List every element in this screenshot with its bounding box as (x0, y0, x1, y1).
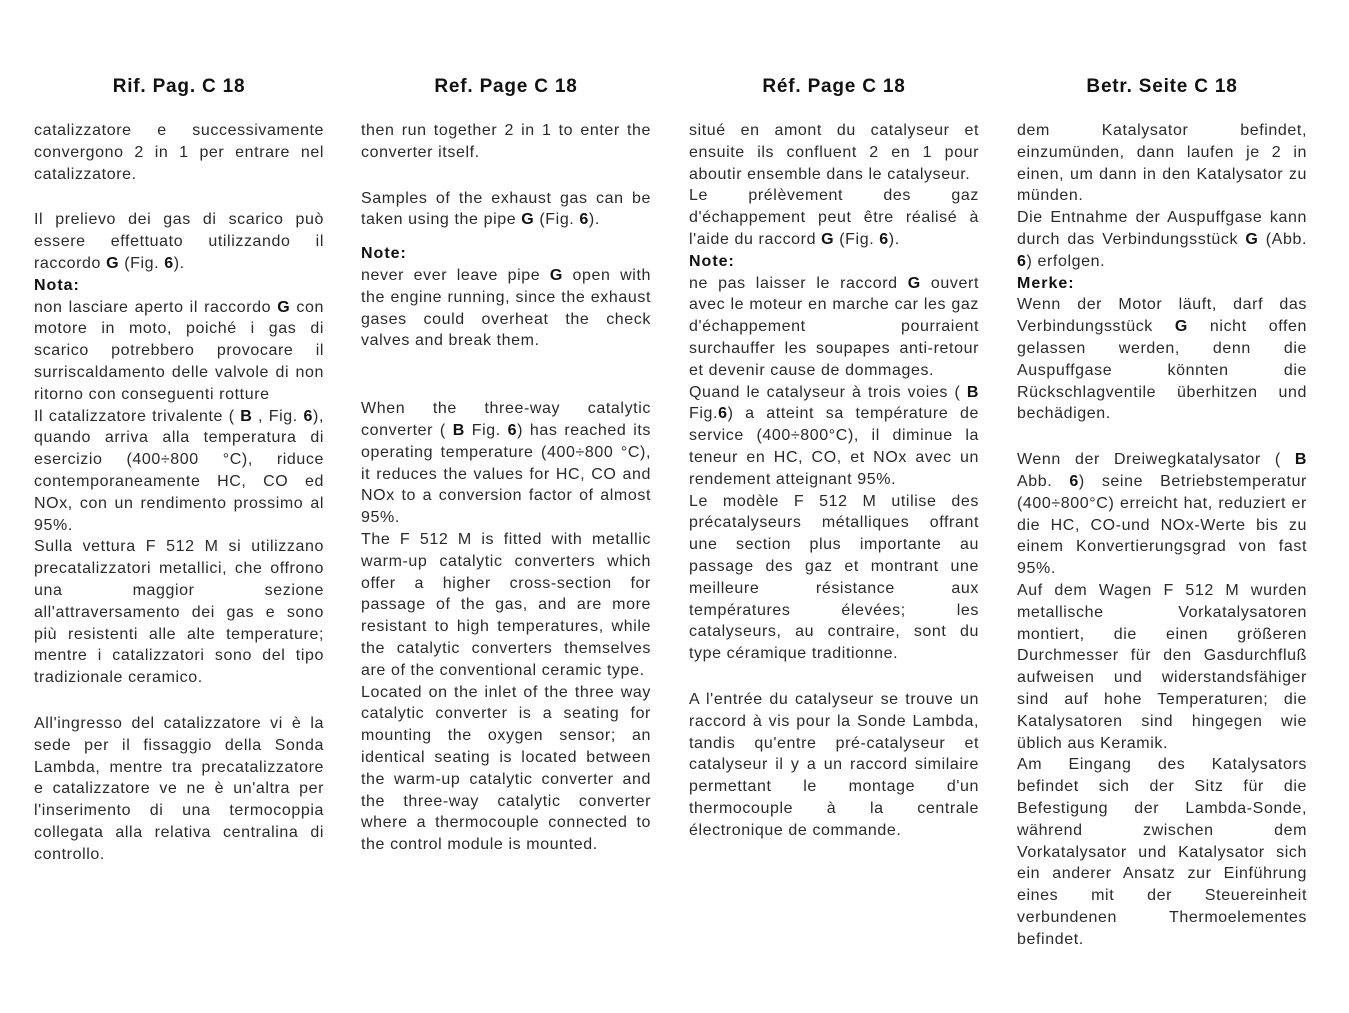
pipe-reference: G (521, 211, 535, 229)
column-body-french (689, 120, 979, 842)
paragraph (34, 406, 324, 537)
paragraph (34, 209, 324, 274)
paragraph-text: con motore in moto, poiché i gas di scarico potrebbero provocare il surriscaldamento delle valvole di non ritorno con conseguenti rotture (34, 298, 324, 403)
converter-reference: B (966, 383, 979, 401)
converter-reference: B (452, 421, 465, 439)
paragraph-text: Wenn der Motor läuft, darf das Verbindungsstück (1017, 296, 1307, 336)
paragraph-text: When the three-way catalytic converter ( (361, 400, 651, 439)
figure-reference: 6 (879, 230, 889, 248)
paragraph-text: (Abb. (1258, 230, 1307, 248)
paragraph (689, 185, 979, 250)
paragraph-text: situé en amont du catalyseur et ensuite ils confluent 2 en 1 pour aboutir ensemble dans le catalyseur. (689, 122, 979, 183)
column-header-italian: Rif. Pag. C 18 (112, 76, 246, 97)
column-body-english (361, 120, 651, 856)
paragraph-text: ). (588, 211, 600, 229)
paragraph-text: Die Entnahme der Auspuffgase kann durch das Verbindungsstück (1017, 209, 1307, 248)
figure-reference: 6 (303, 407, 314, 425)
pipe-reference: G (1245, 230, 1259, 248)
paragraph-text: dem Katalysator befindet, einzumünden, dann laufen je 2 in einen, um dann in den Katalysator zu münden. (1017, 122, 1307, 205)
paragraph (361, 188, 651, 232)
note-label: Note: (361, 245, 407, 263)
figure-reference: 6 (579, 211, 589, 229)
paragraph-text: Le prélèvement des gaz d'échappement peut être réalisé à l'aide du raccord (689, 187, 979, 248)
paragraph-text: Abb. (1017, 472, 1070, 490)
paragraph: Located on the inlet of the three way catalytic converter is a seating for mounting the oxygen sensor; an identical seating is located between the warm-up catalytic converter and the three-way catalytic converter where a thermocouple connected to the control module is mounted. (361, 683, 651, 854)
figure-reference: 6 (1017, 252, 1027, 270)
converter-reference: B (1294, 451, 1307, 469)
paragraph (34, 297, 324, 406)
paragraph (689, 120, 979, 185)
paragraph-text: ) erfolgen. (1026, 252, 1106, 270)
paragraph-text: ). (173, 254, 185, 272)
paragraph-text: (Fig. (534, 211, 580, 229)
paragraph-text: open with the engine running, since the exhaust gases could overheat the check valves and break them. (361, 266, 651, 350)
paragraph (689, 382, 979, 491)
paragraph-text: ) a atteint sa température de service (400÷800°C), il diminue la teneur en HC, CO, et NOx avec un rendement atteignant 95%. (689, 405, 979, 488)
paragraph (1017, 449, 1307, 580)
paragraph-text: then run together 2 in 1 to enter the converter itself. (361, 122, 651, 161)
paragraph-text: never ever leave pipe (361, 266, 550, 284)
paragraph-text: Il catalizzatore trivalente ( (34, 407, 241, 425)
paragraph-text: Il prelievo dei gas di scarico può essere effettuato utilizzando il raccordo (34, 211, 324, 272)
paragraph (361, 398, 651, 529)
figure-reference: 6 (1069, 472, 1079, 490)
pipe-reference: G (821, 230, 835, 248)
paragraph: A l'entrée du catalyseur se trouve un raccord à vis pour la Sonde Lambda, tandis qu'entre pré-catalyseur et catalyseur il y a un raccord similaire permettant le montage d'un thermocouple à la centrale électronique de commande. (689, 690, 979, 839)
paragraph-text: catalizzatore e successivamente convergono 2 in 1 per entrare nel catalizzatore. (34, 122, 324, 183)
paragraph: Am Eingang des Katalysators befindet sich der Sitz für die Befestigung der Lambda-Sonde, während zwischen dem Vorkatalysator und Katalysator sich ein anderer Ansatz zur Einführung eines mit der Steuereinheit verbundenen Thermoelementes befindet. (1017, 756, 1307, 948)
figure-reference: 6 (507, 421, 518, 439)
paragraph (1017, 294, 1307, 425)
paragraph-text: ) has reached its operating temperature (400÷800 °C), it reduces the values for HC, CO and NOx to a conversion factor of almost 95%. (361, 421, 652, 527)
paragraph-text: ouvert avec le moteur en marche car les gaz d'échappement pourraient surchauffer les soupapes anti-retour et devenir cause de dommages. (689, 274, 979, 379)
note-label: Merke: (1017, 274, 1075, 292)
paragraph (361, 120, 651, 164)
paragraph: Le modèle F 512 M utilise des précatalyseurs métalliques offrant une section plus importante au passage des gaz et montrant une meilleure résistance aux températures élevées; les catalyseurs, au contraire, sont du type céramique traditionne. (689, 492, 979, 663)
converter-reference: B (240, 407, 253, 425)
paragraph-text: ) seine Betriebstemperatur (400÷800°C) erreicht hat, reduziert er die HC, CO-und NOx-Werte bis zu einem Konvertierungsgrad von fast 95%. (1017, 472, 1307, 578)
paragraph-text: ), quando arriva alla temperatura di esercizio (400÷800 °C), riduce contemporaneamente HC, CO ed NOx, con un rendimento prossimo al 95%. (34, 407, 324, 534)
column-body-german (1017, 120, 1307, 950)
paragraph: Sulla vettura F 512 M si utilizzano precatalizzatori metallici, che offrono una maggior sezione all'attraversamento dei gas e sono più resistenti alle alte temperature; mentre i catalizzatori sono del tipo tradizionale ceramico. (34, 538, 324, 687)
paragraph-text: , Fig. (252, 407, 304, 425)
note-label: Nota: (34, 276, 80, 294)
pipe-reference: G (277, 298, 291, 316)
note-label: Note: (689, 252, 735, 270)
paragraph: The F 512 M is fitted with metallic warm-up catalytic converters which offer a higher cross-section for passage of the gas, and are more resistant to high temperatures, while the catalytic converters themselves are of the conventional ceramic type. (361, 530, 651, 679)
paragraph-text: nicht offen gelassen werden, denn die Auspuffgase könnten die Rückschlagventile überhitzen und bechädigen. (1017, 318, 1307, 423)
column-header-english: Ref. Page C 18 (434, 76, 578, 97)
column-header-german: Betr. Seite C 18 (1086, 76, 1238, 97)
paragraph-text: ne pas laisser le raccord (689, 274, 908, 292)
paragraph: Auf dem Wagen F 512 M wurden metallische Vorkatalysatoren montiert, die einen größeren Durchmesser für den Gasdurchfluß aufweisen und widerstandsfähiger sind auf hohe Temperaturen; die Katalysatoren sind hingegen wie üblich aus Keramik. (1017, 581, 1307, 752)
paragraph-text: Samples of the exhaust gas can be taken using the pipe (361, 189, 651, 229)
paragraph (689, 273, 979, 382)
figure-reference: 6 (164, 254, 174, 272)
paragraph-text: Quand le catalyseur à trois voies ( (689, 383, 967, 401)
pipe-reference: G (907, 274, 921, 292)
paragraph-text: non lasciare aperto il raccordo (34, 298, 278, 316)
paragraph-text: (Fig. (834, 230, 880, 248)
paragraph-text: Fig. (464, 421, 508, 439)
paragraph: All'ingresso del catalizzatore vi è la sede per il fissaggio della Sonda Lambda, mentre tra precatalizzatore e catalizzatore ve ne è un'altra per l'inserimento di una termocoppia collegata alla relativa centralina di controllo. (34, 714, 324, 863)
paragraph-text: Fig. (689, 405, 719, 423)
pipe-reference: G (549, 266, 563, 284)
paragraph (34, 120, 324, 185)
pipe-reference: G (106, 254, 120, 272)
paragraph-text: Wenn der Dreiwegkatalysator ( (1017, 451, 1295, 469)
figure-reference: 6 (718, 405, 728, 423)
pipe-reference: G (1174, 318, 1188, 336)
column-body-italian (34, 120, 324, 866)
paragraph (1017, 120, 1307, 207)
paragraph-text: ). (888, 230, 900, 248)
paragraph-text: (Fig. (119, 254, 165, 272)
column-header-french: Réf. Page C 18 (762, 76, 906, 97)
paragraph (1017, 207, 1307, 272)
paragraph (361, 265, 651, 352)
